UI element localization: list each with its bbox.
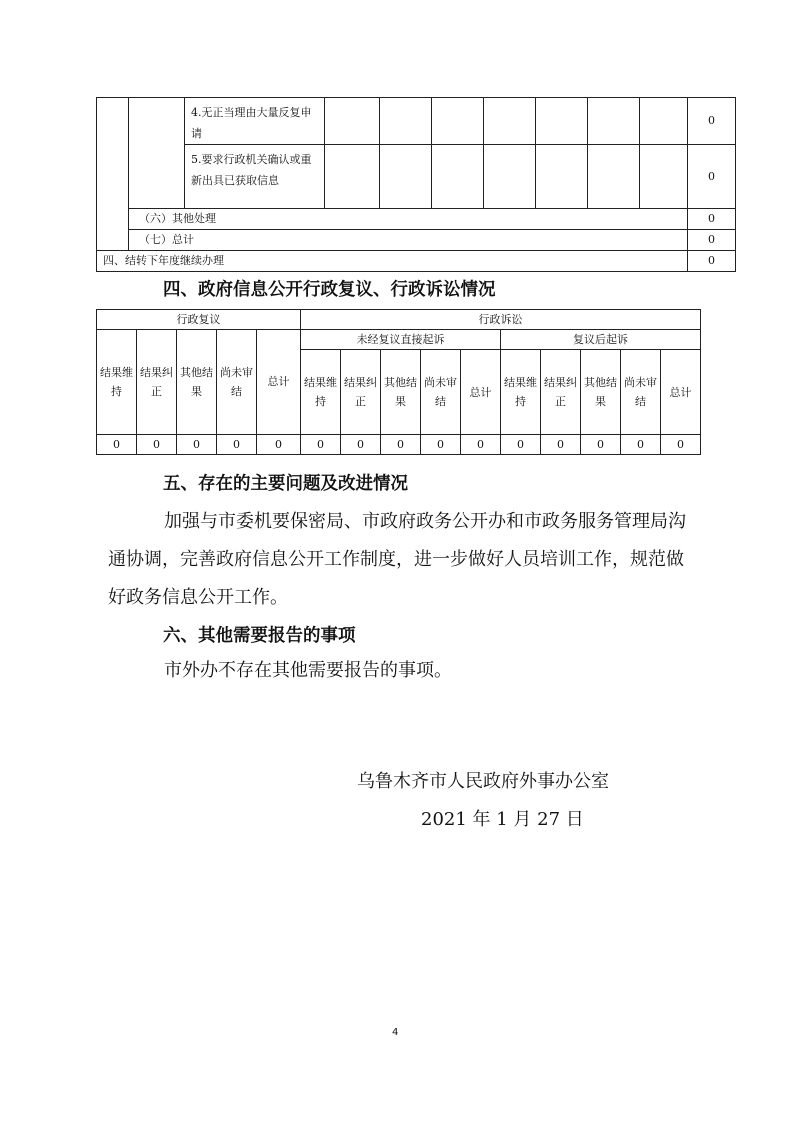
col-header: 结果维持 — [501, 350, 541, 435]
signature-org: 乌鲁木齐市人民政府外事办公室 — [357, 771, 609, 792]
col-header: 结果纠正 — [137, 330, 177, 435]
table-row — [97, 209, 736, 230]
table-cell: 0 — [257, 435, 301, 455]
section-heading: 六、其他需要报告的事项 — [163, 626, 356, 646]
col-header: 尚未审结 — [421, 350, 461, 435]
table-cell: 0 — [381, 435, 421, 455]
col-header: 总计 — [257, 330, 301, 435]
table-row — [97, 145, 736, 209]
section-heading: 四、政府信息公开行政复议、行政诉讼情况 — [163, 280, 496, 300]
row-total: 0 — [688, 251, 736, 272]
col-header: 总计 — [661, 350, 701, 435]
page-number: 4 — [392, 1027, 399, 1038]
table-cell: 0 — [341, 435, 381, 455]
paragraph: 加强与市委机要保密局、市政府政务公开办和市政务服务管理局沟通协调，完善政府信息公开工作制度，进一步做好人员培训工作，规范做好政务信息公开工作。 — [108, 511, 686, 608]
section-body — [108, 652, 698, 690]
col-header: 其他结果 — [581, 350, 621, 435]
col-header: 其他结果 — [381, 350, 421, 435]
review-header: 行政复议 — [97, 310, 301, 330]
after-review-header: 复议后起诉 — [501, 330, 701, 350]
row-label: 4.无正当理由大量反复申请 — [185, 98, 325, 145]
col-header: 尚未审结 — [621, 350, 661, 435]
col-header: 结果纠正 — [541, 350, 581, 435]
section-body — [108, 503, 698, 617]
table-row — [97, 435, 701, 455]
col-header: 其他结果 — [177, 330, 217, 435]
table-cell: 0 — [461, 435, 501, 455]
table-row — [97, 98, 736, 145]
table-row — [97, 330, 701, 350]
section-heading: 五、存在的主要问题及改进情况 — [163, 474, 408, 494]
table-cell: 0 — [137, 435, 177, 455]
table-row — [97, 251, 736, 272]
table-cell: 0 — [661, 435, 701, 455]
row-label: 四、结转下年度继续办理 — [97, 251, 688, 272]
table-cell: 0 — [177, 435, 217, 455]
col-header: 尚未审结 — [217, 330, 257, 435]
direct-suit-header: 未经复议直接起诉 — [301, 330, 501, 350]
row-total: 0 — [688, 230, 736, 251]
col-header: 结果维持 — [301, 350, 341, 435]
table-row — [97, 310, 701, 330]
row-total: 0 — [688, 209, 736, 230]
table-row — [97, 230, 736, 251]
table-cell: 0 — [421, 435, 461, 455]
table-cell: 0 — [621, 435, 661, 455]
litigation-header: 行政诉讼 — [301, 310, 701, 330]
row-label: 5.要求行政机关确认或重新出具已获取信息 — [185, 145, 325, 209]
row-total: 0 — [688, 98, 736, 145]
row-label: （六）其他处理 — [129, 209, 688, 230]
col-header: 结果维持 — [97, 330, 137, 435]
review-litigation-table — [96, 309, 701, 455]
table-cell: 0 — [217, 435, 257, 455]
table-cell: 0 — [541, 435, 581, 455]
application-handling-table — [96, 97, 736, 272]
table-cell: 0 — [501, 435, 541, 455]
col-header: 总计 — [461, 350, 501, 435]
paragraph: 市外办不存在其他需要报告的事项。 — [164, 660, 452, 681]
row-label: （七）总计 — [129, 230, 688, 251]
table-cell: 0 — [97, 435, 137, 455]
row-total: 0 — [688, 145, 736, 209]
signature-date: 2021 年 1 月 27 日 — [421, 809, 584, 830]
table-cell: 0 — [301, 435, 341, 455]
table-cell: 0 — [581, 435, 621, 455]
col-header: 结果纠正 — [341, 350, 381, 435]
